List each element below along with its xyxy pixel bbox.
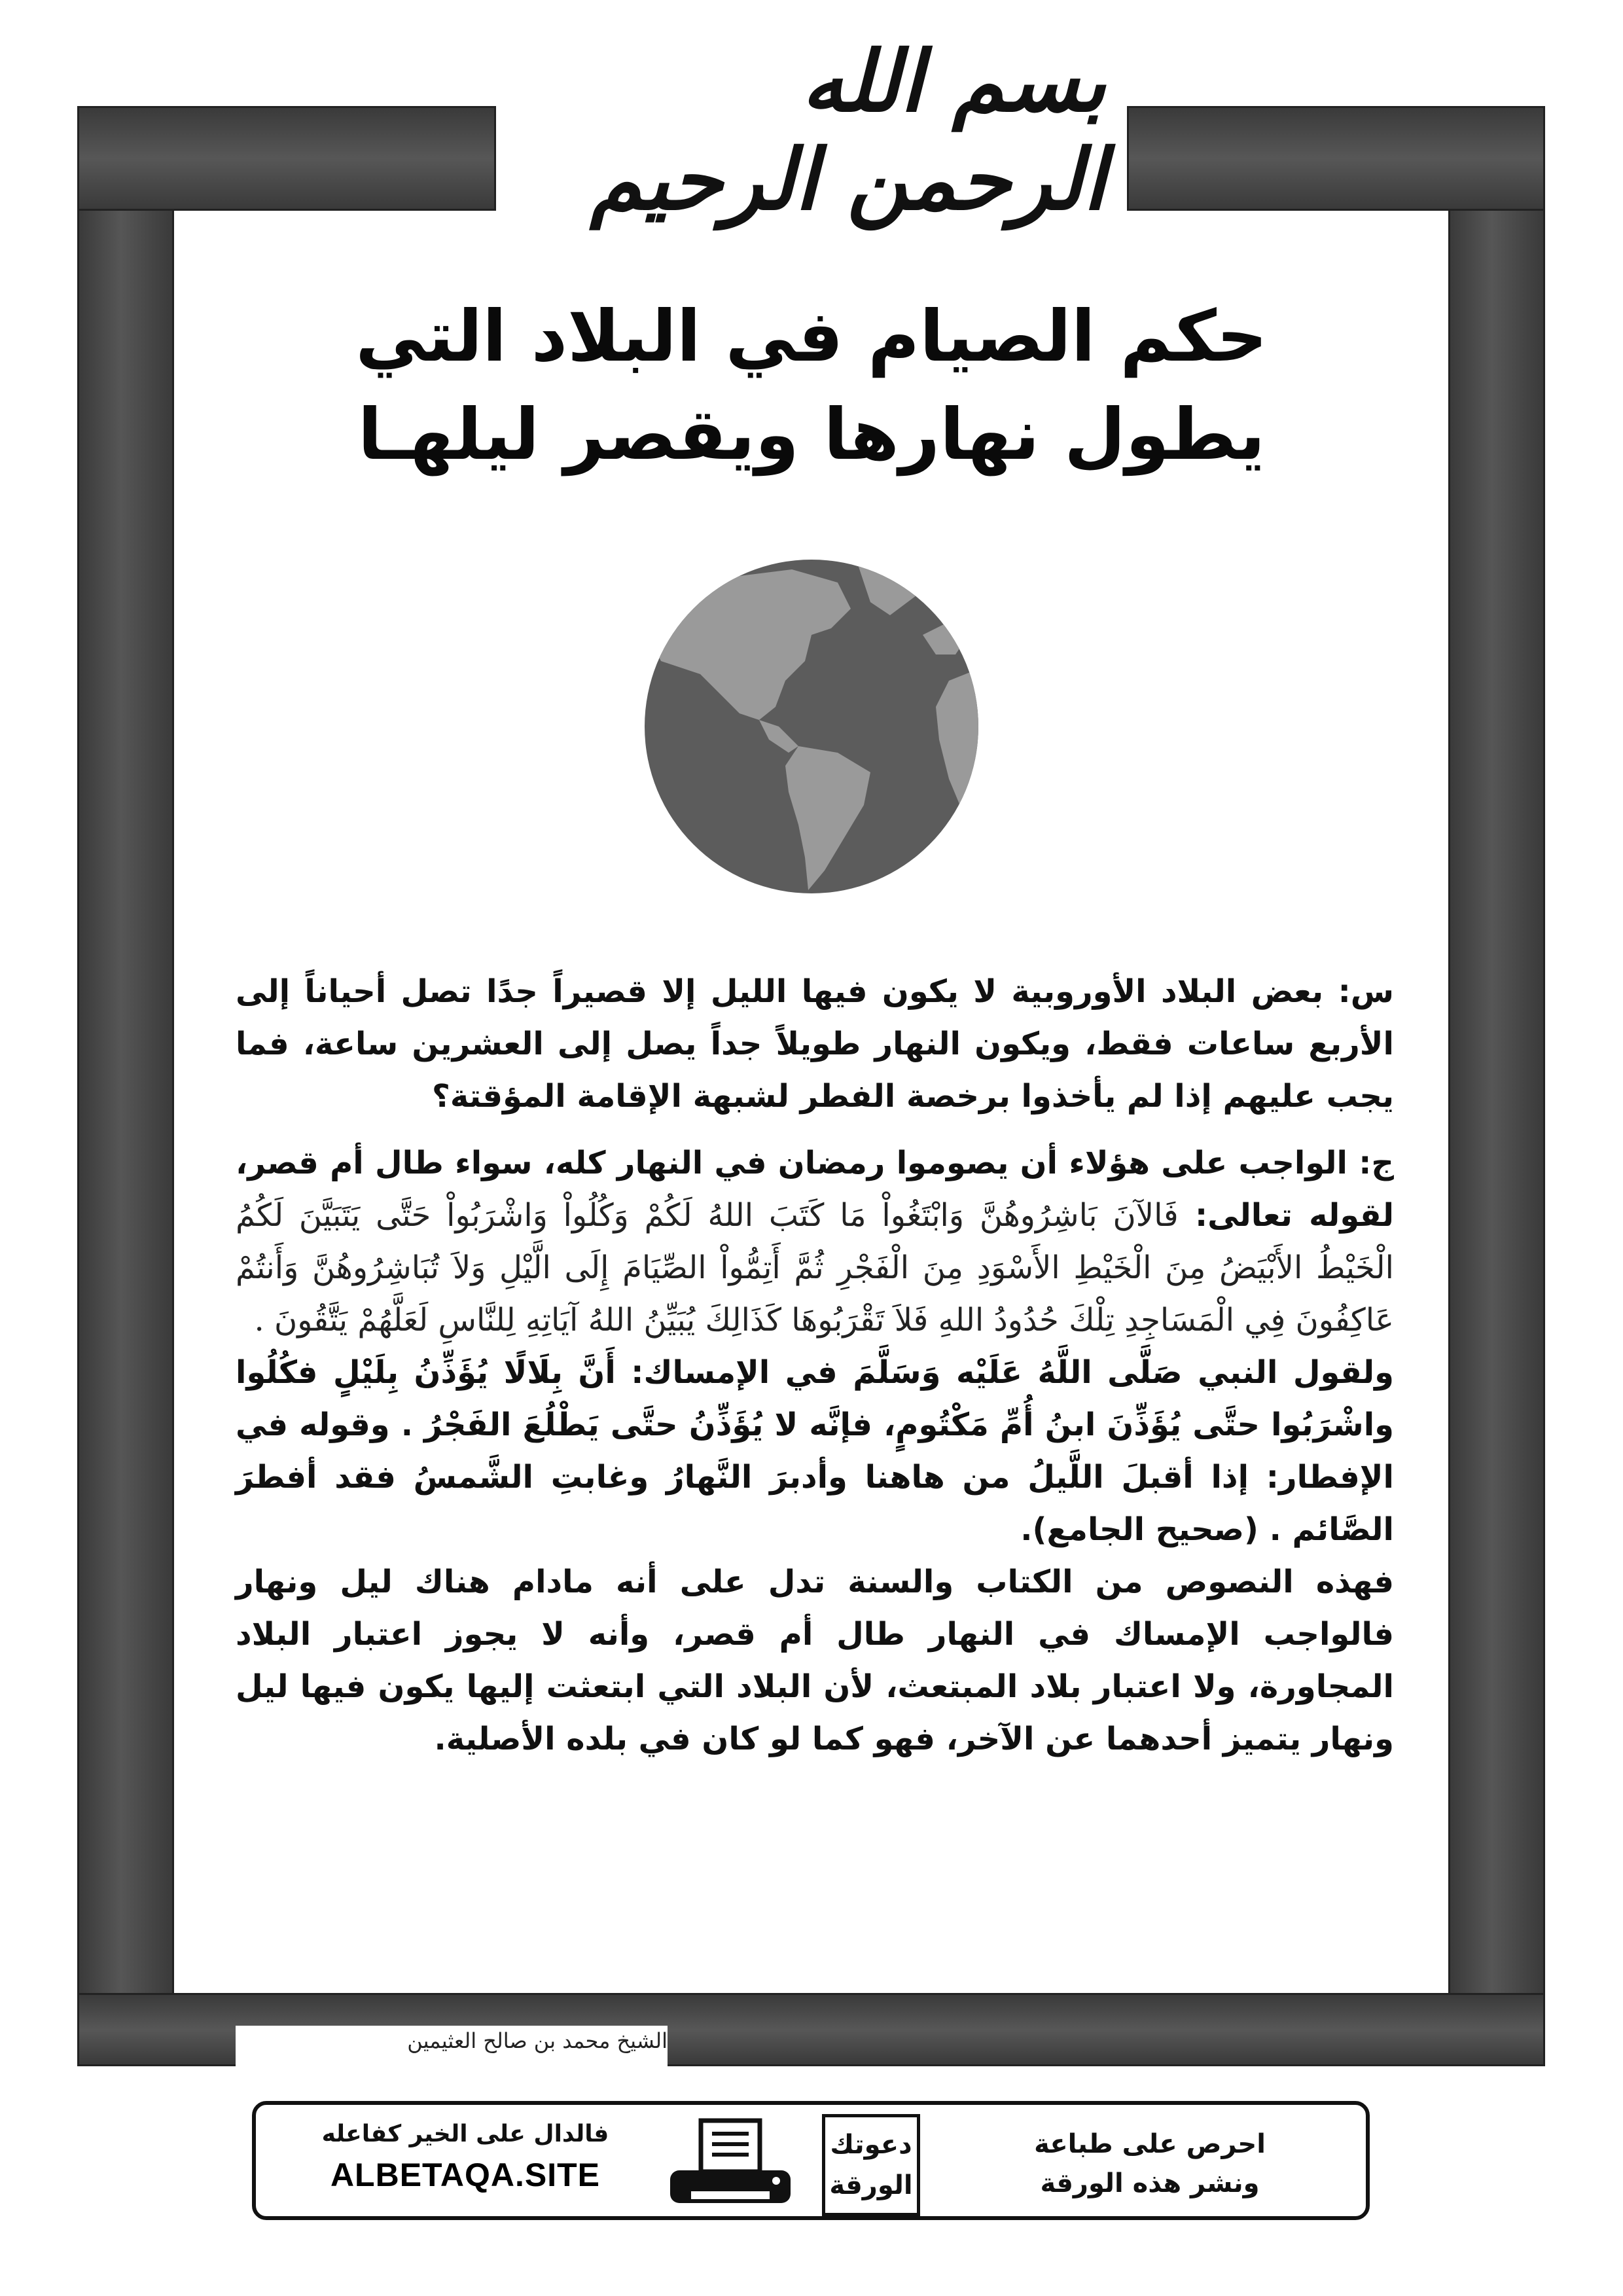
hadith-text-2: إذا أقبلَ اللَّيلُ من هاهنا وأدبرَ النَّهارُ وغابتِ الشَّمسُ فقد أفطرَ الصَّائم . (صحيح الجامع). bbox=[236, 1459, 1394, 1548]
footer-right-line-2: ونشر هذه الورقة bbox=[1040, 2168, 1260, 2198]
frame-top-left-bar bbox=[77, 106, 496, 211]
author-attribution: الشيخ محمد بن صالح العثيمين bbox=[236, 2026, 668, 2068]
frame-right-bar bbox=[1448, 106, 1545, 2066]
question-paragraph: س: بعض البلاد الأوروبية لا يكون فيها الليل إلا قصيراً جدًا تصل أحياناً إلى الأربع ساعات فقط، ويكون النهار طويلاً جداً يصل إلى العشرين ساعة، فما يجب عليهم إذا لم يأخذوا برخصة الفطر لشبهة الإقامة المؤقتة؟ bbox=[236, 973, 1394, 1115]
footer-slogan: فالدال على الخير كفاعله bbox=[321, 2121, 609, 2147]
footer-box bbox=[252, 2101, 1370, 2220]
frame-left-bar bbox=[77, 106, 174, 2066]
article-body bbox=[236, 965, 1394, 1765]
page-title bbox=[249, 288, 1374, 484]
answer-paragraph bbox=[236, 1137, 1394, 1346]
quran-verse: فَالآنَ بَاشِرُوهُنَّ وَابْتَغُواْ مَا كَتَبَ اللهُ لَكُمْ وَكُلُواْ وَاشْرَبُواْ حَتَّى يَتَبَيَّنَ لَكُمُ الْخَيْطُ الأَبْيَضُ مِنَ الْخَيْطِ الأَسْوَدِ مِنَ الْفَجْرِ ثُمَّ أَتِمُّواْ الصِّيَامَ إِلَى الَّيْلِ وَلاَ تُبَاشِرُوهُنَّ وَأَنتُمْ عَاكِفُونَ فِي الْمَسَاجِدِ تِلْكَ حُدُودُ اللهِ فَلاَ تَقْرَبُوهَا كَذَالِكَ يُبَيِّنُ اللهُ آيَاتِهِ لِلنَّاسِ لَعَلَّهُمْ يَتَّقُونَ . bbox=[236, 1197, 1394, 1338]
title-line-1: حكم الصيام في البلاد التي bbox=[355, 296, 1268, 378]
hadith-text-1: أَنَّ بِلَالًا يُؤَذِّنُ بِلَيْلٍ فكُلُوا واشْرَبُوا حتَّى يُؤَذِّنَ ابنُ أُمِّ مَكْتُومٍ، فإنَّه لا يُؤَذِّنُ حتَّى يَطْلُعَ الفَجْرُ . bbox=[236, 1354, 1394, 1443]
answer-intro: ج: الواجب على هؤلاء أن يصوموا رمضان في النهار كله، سواء طال أم قصر، لقوله تعالى: bbox=[236, 1145, 1394, 1234]
printer-icon bbox=[665, 2118, 796, 2216]
site-link[interactable]: ALBETAQA.SITE bbox=[330, 2157, 601, 2193]
logo-line-2: الورقة bbox=[829, 2170, 913, 2200]
frame-top-right-bar bbox=[1127, 106, 1545, 211]
conclusion-paragraph: فهذه النصوص من الكتاب والسنة تدل على أنه مادام هناك ليل ونهار فالواجب الإمساك في النهار طال أم قصر، وأنه لا يجوز اعتبار البلاد المجاورة، ولا اعتبار بلاد المبتعث، لأن البلاد التي ابتعثت إليها يكون فيها ليل ونهار يتميز أحدهما عن الآخر، فهو كما لو كان في بلده الأصلية. bbox=[236, 1564, 1394, 1757]
title-line-2: يطول نهارها ويقصر ليلهـا bbox=[357, 394, 1266, 476]
hadith-paragraph bbox=[236, 1346, 1394, 1556]
globe-icon bbox=[641, 556, 982, 897]
basmala-calligraphy: بسم الله الرحمن الرحيم bbox=[590, 33, 1106, 229]
brand-logo bbox=[822, 2114, 920, 2216]
footer-left bbox=[295, 2117, 635, 2198]
footer-right bbox=[980, 2125, 1320, 2203]
hadith-intro: ولقول النبي صَلَّى اللَّهُ عَلَيْه وَسَلَّمَ في الإمساك: bbox=[631, 1354, 1395, 1391]
logo-line-1: دعوتك bbox=[830, 2130, 912, 2160]
hadith-2-intro: وقوله في الإفطار: bbox=[236, 1407, 1394, 1496]
footer-right-line-1: احرص على طباعة bbox=[1034, 2129, 1266, 2159]
